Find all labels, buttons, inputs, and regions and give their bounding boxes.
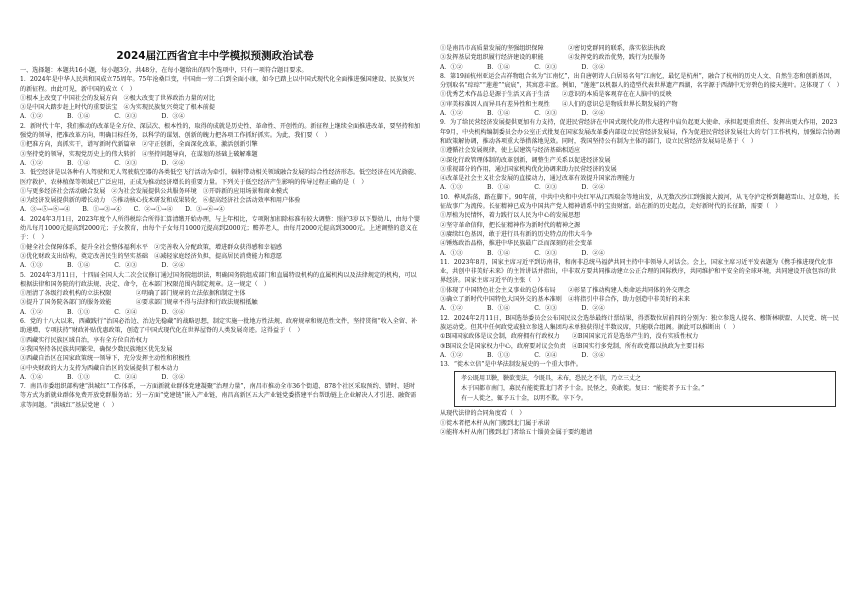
question-line: A．①② B．①③ C．②④ D．③④ xyxy=(440,351,605,359)
question-line: 8．第19届杭州亚运会吉祥物组合名为“江南忆”，出自唐朝诗人白居易名句“江南忆，最忆是杭州”，融合了杭州的历史人文、自然生态和创新基因，分别取名“琮琮”“莲莲”“宸宸”，其寓意丰富。例如，“莲莲”以机器人的造型代表世界遗产西湖，名字源于西湖中无穷碧色的接天莲叶。这体现了（ ） xyxy=(440,72,843,90)
question-line: ①是南昌市高质量发展的坚强组织保障 ②密切党群同的联系，落实依法执政 xyxy=(440,45,666,52)
question-line: ③确立了新时代中国特色大国外交的基本准则 ④将指引中非合作，助力创造中非美好的未来 xyxy=(440,296,690,304)
question-line: A．①③ B．①④ C．②③ D．②④ xyxy=(20,262,185,270)
excerpt-line: 木于国都市南门，募民有能徙置北门者予十金。民怪之，莫敢徙。复曰：“能徙者予五十金。” xyxy=(461,385,705,393)
question-line: ①遵循社会发展规律，使上层建筑与经济基础相适应 xyxy=(440,147,581,155)
question-line: ①徙木者把木杆从南门搬到北门属于承诺 xyxy=(440,419,550,427)
question-line: A．①③ B．①④ C．②③ D．②④ xyxy=(440,249,605,257)
question-line: ①根本上改变了中国社会的发展方向 ②极大改变了世界政治力量的对比 xyxy=(20,94,215,102)
question-line: ①西藏实行民族区域自治，享有全方位自治权力 xyxy=(20,336,148,344)
question-line: ③审美标准因人而异具有差异性和主观性 ④人们的意识总是物质世界长期发展的产物 xyxy=(440,100,678,108)
question-line: ①厘清了各级行政机构的立法权限 ②明确了部门规章的立法依据和制定主体 xyxy=(20,290,246,298)
question-line: ③B国议会是国家权力中心，政府要对议会负责 ④B国实行多党制，所有政党都以执政为主要目标 xyxy=(440,342,705,350)
question-line: A．①② B．①④ C．②③ D．③④ xyxy=(440,63,605,71)
question-line: ③赓续红色基因，敢于进行具有新的历史特点的伟大斗争 xyxy=(440,230,593,238)
excerpt-box xyxy=(454,371,836,407)
question-line: 6．党的十八大以来，西藏践行“治国必治边、治边先稳藏”的战略思想，制定实施一批地方性法规、政府规章和规范性文件，坚持贯彻“收入全留、补助递增、专项扶持”财政补贴优惠政策，创造了中国式现代化在世界屋脊的人类发展奇迹。这得益于（ ） xyxy=(20,318,418,335)
right-column xyxy=(440,44,843,437)
question-line: 7．南昌市委组织部构建“洪城红”工作体系，一方面新就业群体党建凝聚“治理力量”，南昌市推动全市36个街道、878个社区采取预约、错时、延时等方式为新就业群体免费开放党群服务站；另一方面“党建链”嵌入产业链，南昌高新区五大产业链党委搭建平台帮助链上企业解决人才引进、融资需求等问题。“洪城红”基层党建（ ） xyxy=(20,383,417,409)
question-line: 3．低空经济是以各种有人驾驶和无人驾驶航空器的各类低空飞行活动为牵引，辐射带动相关领域融合发展的综合性经济形态。低空经济在风光旖旎、医疗救护、农林植保等领域已广泛应用，正成为推动经济增长的重要力量。下列关于低空经济产生影响的传导过程正确的是（ ） xyxy=(20,169,420,186)
question-line: ③发挥基层党组织履行经济建设的职能 ④发挥党的政治优势，践行为民服务 xyxy=(440,54,666,62)
question-line: 13．“徙木立信”是中华法制发展史的一个重大事件。 xyxy=(440,361,582,369)
question-line: ④中央财政的大力支持为西藏自治区的发展提供了根本动力 xyxy=(20,364,179,372)
question-line: ②我国坚持各民族共同繁荣，确保少数民族地区优先发展 xyxy=(20,345,173,353)
question-line: ④为经济发展提供新的增长动力 ⑤推动核心技术研发和成果转化 ⑥提高经济社会活动效率和用户体验 xyxy=(20,197,301,205)
question-line: ③重视部分的作用，通过国家机构优化协调来助力民营经济的发展 xyxy=(440,165,617,173)
question-line: ①B国国家政体是议会制，政府拥有行政权力 ②B国国家元首是选举产生的，没有实质性权力 xyxy=(440,333,699,341)
question-line: A．①② B．①④ C．②③ D．②④ xyxy=(440,110,605,118)
question-line: ③提升了国务院各部门的服务效能 ④要求部门规章不得与法律和行政法规相抵触 xyxy=(20,299,258,307)
question-line: 9．为了给民营经济发展提供更加有力支持，促进民营经济在中国式现代化的伟大进程中肩负起更大使命、承担起更重责任、发挥出更大作用，2023年9月，中央机构编制委员会办公室正式批复在国家发展改革委内部设立民营经济发展局，作为促进民营经济发展壮大的专门工作机构，加强综合协调和政策解协调，推动各项重大举措落地见效。同时，我国坚持公有制为主体的部门，设立民营经济发展局是基于（ ） xyxy=(440,119,840,145)
question-line: ①优秀艺术作品总是源于生活又高于生活 ②意识的本质是客观存在在人脑中的反映 xyxy=(440,91,672,99)
question-line: A．①② B．①④ C．②③ D．②④ xyxy=(440,305,605,313)
question-line: ①体现了中国特色社会主义事业的总体布局 ②彰显了推动构建人类命运共同体的外交理念 xyxy=(440,286,690,294)
question-line: ②坚守革命信仰，把长征精神作为新时代的精神之源 xyxy=(440,221,581,229)
question-line: 4．2024年3月1日，2023年度个人所得税综合所得汇算清缴开始办理，与上年相比，专项附加扣除标准有较大调整：照护3岁以下婴幼儿，由每个婴幼儿每月1000元提高到2000元；子女教育，由每个子女每月1000元提高到2000元；赡养老人，由每月2000元提高到3000元。上述调整的意义在于：（ ） xyxy=(20,215,420,242)
question-line: A．③→⑤→⑥→④ B．①→③→④ C．②→①→④ D．③→⑥→④ xyxy=(20,206,225,214)
question-line: A．①② B．①④ C．②③ D．③④ xyxy=(20,113,185,121)
question-line: 从现代法律的合同角度看（ ） xyxy=(440,410,526,418)
exam-title: 2024届江西省宜丰中学模拟预测政治试卷 xyxy=(116,50,314,62)
excerpt-line: 孝公既用卫鞅，鞅欲变法，令既具，未布，恐民之不信，乃立三丈之 xyxy=(461,375,642,383)
question-line: 12．2024年2月11日，B国选举委员会公布国民议会选举最终计票结果，得票数位居前四的分别为：独立参选人提名、穆斯林联盟、人民党、统一民族运动党。但其中任何政党或独立参选人集团均未单独获得过半数议席，只能联合组阁。据此可以推断出（ ） xyxy=(440,314,839,331)
question-line: ④锤炼政治品格，推进中华民族最广泛而深刻的社会变革 xyxy=(440,240,593,248)
excerpt-line: 有一人徙之，辄予五十金，以明不欺。卒下令。 xyxy=(461,395,588,403)
question-line: A．①② B．①④ C．②③ D．②④ xyxy=(20,159,185,167)
question-line: 1．2024年是中华人民共和国成立75周年。75年沧桑巨变，中国由一穷二白到全面小康，如今已踏上以中国式现代化全面推进强国建设、民族复兴的新征程。由此可见，新中国的成立（ ） xyxy=(20,76,415,93)
question-line: ①厚植为民情怀，着力践行以人民为中心的发展思想 xyxy=(440,212,581,220)
question-line: 10．桦风浩荡，路在脚下。90年前，中共中央和中央红军从江西瑞金等地出发，从无数次沙江到强渡大渡河，从飞夺泸定桥到翻越雪山、过草地，长征故事广为流传。长征精神已成为中国共产党人精神谱系中的宝贵财富。站在新的历史起点，走好新时代的长征路，需要（ ） xyxy=(440,193,840,211)
question-line: ③是中国大踏步赶上时代的重要法宝 ④为实现民族复兴奠定了根本前提 xyxy=(20,104,215,112)
question-line: ③坚持党的领导，实现党历史上的伟大转折 ④坚持问题导向，在谋划的基础上破解难题 xyxy=(20,150,258,158)
question-line: 2．新时代十年，我们推动的改革是全方位、深层次、根本性的，取得的成就是历史性、革命性、开创性的。新征程上继续全面推进改革，要坚持和加强党的领导，把准改革方向，明确目标任务，以科学的谋划、创新的魄力把各项工作抓好抓实。为此，我们要（ ） xyxy=(20,122,420,140)
question-line: ②能将木杆从南门搬到北门者给五十锱黄金属于要约邀请 xyxy=(440,428,593,436)
question-line: A．①④ B．①③ C．②④ D．③④ xyxy=(20,373,185,381)
question-line: ①把准方向，真抓实干，谱写新时代新篇章 ②守正创新，全面深化改革，激活创新引擎 xyxy=(20,141,258,149)
question-line: ④改革是社会主义社会发展的直接动力，通过改革有效提升国家治理能力 xyxy=(440,175,635,183)
question-line: 11．2023年8月，国家主席习近平到访南非，和南非总统马福萨共同主持中非领导人对话会。会上，国家主席习近平发表题为《携手推进现代化事业，共创中非美好未来》的主旨讲话并指出，中非双方要共同推动建立公正合理的国际秩序，共同维护和平安全的全球环境，共同建设开放包容的世界经济。国家主席习近平的主张（ ） xyxy=(440,258,837,285)
question-line: ②深化行政管理体制的改革创新，调整生产关系以促进经济发展 xyxy=(440,156,611,164)
question-line: A．①② B．①③ C．②④ D．③④ xyxy=(20,308,185,316)
question-line: ①健全社会保障体系，提升全社会整体福利水平 ②完善收入分配政策，增进群众获得感和幸福感 xyxy=(20,243,283,251)
question-line: ③优化财政支出结构，奠定改善民生的坚实基础 ④减轻家庭经济负担，提高居民消费能力和意愿 xyxy=(20,252,283,260)
question-line: ①与更多经济社会活动融合发展 ②为社会发展提供公共服务环境 ③开辟新的应用场景和商业模式 xyxy=(20,187,289,195)
question-line: 5．2024年3月11日，十四届全国人大二次会议修订通过国务院组织法，明确国务院组成部门和直属特设机构的直属机构以及法律规定的机构，可以根据法律和国务院的行政法规、决定、命令，在本部门权限范围内制定规章。这一规定（ ） xyxy=(20,271,417,288)
question-line: A．①③ B．①④ C．②③ D．②④ xyxy=(440,184,605,192)
question-line: ③西藏自治区在国家政策统一领导下，充分发挥主动性和积极性 xyxy=(20,355,191,363)
left-column xyxy=(20,66,420,410)
question-line: 一、选择题：本题共16小题，每小题3分，共48分，在每小题给出的四个选项中，只有一项符合题目要求。 xyxy=(20,67,308,74)
